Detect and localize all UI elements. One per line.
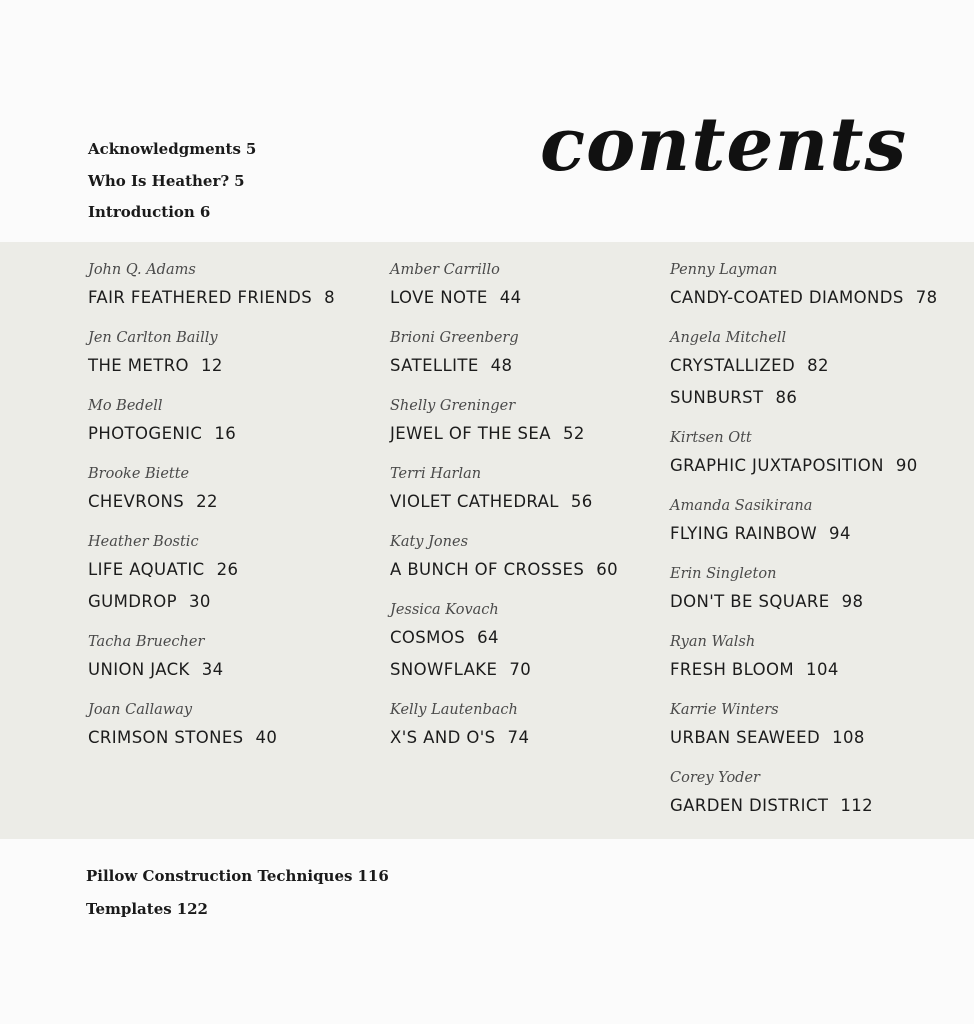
entry-page: 5 [245, 140, 257, 158]
project-title: CRIMSON STONES [88, 728, 244, 747]
toc-entry-who-is-heather[interactable] [88, 166, 256, 198]
author-name: Heather Bostic [88, 534, 199, 550]
entry-page: 116 [357, 867, 389, 885]
author-name: Joan Callaway [88, 702, 193, 718]
project-page: 82 [807, 356, 829, 375]
contributor-entry [390, 698, 618, 754]
project-page: 48 [490, 356, 513, 375]
project-title: PHOTOGENIC [88, 424, 203, 443]
entry-label: Acknowledgments [88, 140, 241, 158]
project-title: GARDEN DISTRICT [670, 796, 829, 815]
author-name: John Q. Adams [88, 262, 196, 278]
project-page: 86 [775, 388, 798, 407]
project-link[interactable] [88, 586, 335, 618]
contributor-entry [88, 630, 335, 686]
project-page: 90 [895, 456, 918, 475]
project-link[interactable] [390, 350, 618, 382]
project-title: DON'T BE SQUARE [670, 592, 830, 611]
author-name: Erin Singleton [670, 566, 777, 582]
project-page: 30 [189, 592, 211, 611]
project-page: 78 [915, 288, 938, 307]
author-name: Amanda Sasikirana [670, 498, 813, 514]
project-link[interactable] [670, 350, 938, 382]
project-link[interactable] [670, 450, 938, 482]
toc-entry-pillow-construction[interactable] [86, 860, 389, 893]
author-name: Corey Yoder [670, 770, 760, 786]
project-title: SNOWFLAKE [390, 660, 498, 679]
project-page: 34 [201, 660, 224, 679]
project-link[interactable] [670, 518, 938, 550]
contributor-entry [390, 462, 618, 518]
author-name: Jessica Kovach [390, 602, 499, 618]
entry-page: 122 [176, 900, 208, 918]
author-name: Mo Bedell [88, 398, 163, 414]
project-link[interactable] [670, 586, 938, 618]
project-page: 64 [477, 628, 499, 647]
project-link[interactable] [88, 554, 335, 586]
project-link[interactable] [88, 350, 335, 382]
entry-label: Introduction [88, 203, 195, 221]
author-name: Shelly Greninger [390, 398, 516, 414]
project-page: 40 [255, 728, 278, 747]
author-name: Kelly Lautenbach [390, 702, 518, 718]
author-name: Kirtsen Ott [670, 430, 752, 446]
project-page: 52 [562, 424, 585, 443]
front-matter-list [88, 134, 256, 229]
contents-column-1 [88, 258, 335, 766]
contributor-entry [670, 326, 938, 414]
project-title: CHEVRONS [88, 492, 185, 511]
project-title: CRYSTALLIZED [670, 356, 796, 375]
project-page: 12 [200, 356, 223, 375]
contributor-entry [88, 530, 335, 618]
entry-page: 6 [199, 203, 211, 221]
contents-column-3 [670, 258, 938, 834]
project-title: FAIR FEATHERED FRIENDS [88, 288, 313, 307]
author-name: Jen Carlton Bailly [88, 330, 218, 346]
project-title: SATELLITE [390, 356, 479, 375]
project-title: URBAN SEAWEED [670, 728, 821, 747]
project-link[interactable] [88, 418, 335, 450]
back-matter-list [86, 860, 389, 926]
project-page: 56 [570, 492, 593, 511]
contributor-entry [88, 394, 335, 450]
author-name: Penny Layman [670, 262, 778, 278]
contributor-entry [390, 598, 618, 686]
contributor-entry [670, 630, 938, 686]
author-name: Tacha Bruecher [88, 634, 205, 650]
contributor-entry [670, 258, 938, 314]
project-page: 44 [499, 288, 522, 307]
page-title: contents [540, 102, 908, 188]
project-title: A BUNCH OF CROSSES [390, 560, 585, 579]
project-link[interactable] [88, 722, 335, 754]
entry-label: Pillow Construction Techniques [86, 867, 353, 885]
project-page: 104 [806, 660, 839, 679]
project-title: GUMDROP [88, 592, 178, 611]
entry-page: 5 [234, 171, 245, 190]
project-link[interactable] [88, 654, 335, 686]
entry-label: Who Is Heather? [88, 171, 230, 190]
project-title: GRAPHIC JUXTAPOSITION [670, 456, 884, 475]
project-page: 98 [841, 592, 864, 611]
author-name: Karrie Winters [670, 702, 779, 718]
project-link[interactable] [88, 486, 335, 518]
project-link[interactable] [390, 722, 618, 754]
contributor-entry [670, 766, 938, 822]
project-link[interactable] [390, 622, 618, 654]
project-page: 8 [324, 288, 335, 307]
contents-column-2 [390, 258, 618, 766]
author-name: Amber Carrillo [390, 262, 500, 278]
project-link[interactable] [670, 790, 938, 822]
project-title: COSMOS [390, 628, 466, 647]
project-page: 70 [509, 660, 532, 679]
entry-label: Templates [86, 900, 172, 918]
project-link[interactable] [670, 382, 938, 414]
contributor-entry [88, 326, 335, 382]
project-page: 112 [840, 796, 874, 815]
project-title: LOVE NOTE [390, 288, 488, 307]
project-page: 108 [832, 728, 865, 747]
project-title: SUNBURST [670, 388, 764, 407]
project-page: 74 [507, 728, 530, 747]
author-name: Brooke Biette [88, 466, 190, 482]
project-page: 26 [216, 560, 239, 579]
project-page: 60 [596, 560, 618, 579]
project-link[interactable] [670, 654, 938, 686]
project-link[interactable] [390, 486, 618, 518]
author-name: Katy Jones [390, 534, 469, 550]
author-name: Brioni Greenberg [390, 330, 519, 346]
contributor-entry [390, 326, 618, 382]
project-title: X'S AND O'S [390, 728, 496, 747]
contributor-entry [88, 258, 335, 314]
project-title: CANDY-COATED DIAMONDS [670, 288, 904, 307]
project-link[interactable] [390, 418, 618, 450]
project-link[interactable] [390, 654, 618, 686]
contributor-entry [670, 698, 938, 754]
contributor-entry [670, 562, 938, 618]
contributor-entry [390, 394, 618, 450]
toc-entry-acknowledgments[interactable] [88, 134, 256, 166]
project-title: UNION JACK [88, 660, 190, 679]
contributor-entry [88, 698, 335, 754]
author-name: Angela Mitchell [670, 330, 787, 346]
contributor-entry [88, 462, 335, 518]
project-title: FLYING RAINBOW [670, 524, 818, 543]
project-title: FRESH BLOOM [670, 660, 795, 679]
contributor-entry [390, 530, 618, 586]
toc-entry-introduction[interactable] [88, 197, 256, 229]
project-link[interactable] [390, 554, 618, 586]
contributor-entry [670, 494, 938, 550]
project-link[interactable] [88, 282, 335, 314]
author-name: Ryan Walsh [670, 634, 756, 650]
project-link[interactable] [670, 282, 938, 314]
project-page: 16 [214, 424, 237, 443]
contributor-entry [390, 258, 618, 314]
toc-entry-templates[interactable] [86, 893, 389, 926]
project-link[interactable] [390, 282, 618, 314]
project-title: JEWEL OF THE SEA [390, 424, 551, 443]
project-page: 94 [829, 524, 851, 543]
project-link[interactable] [670, 722, 938, 754]
project-page: 22 [196, 492, 218, 511]
contributor-entry [670, 426, 938, 482]
project-title: VIOLET CATHEDRAL [390, 492, 559, 511]
author-name: Terri Harlan [390, 466, 482, 482]
project-title: LIFE AQUATIC [88, 560, 205, 579]
project-title: THE METRO [88, 356, 189, 375]
